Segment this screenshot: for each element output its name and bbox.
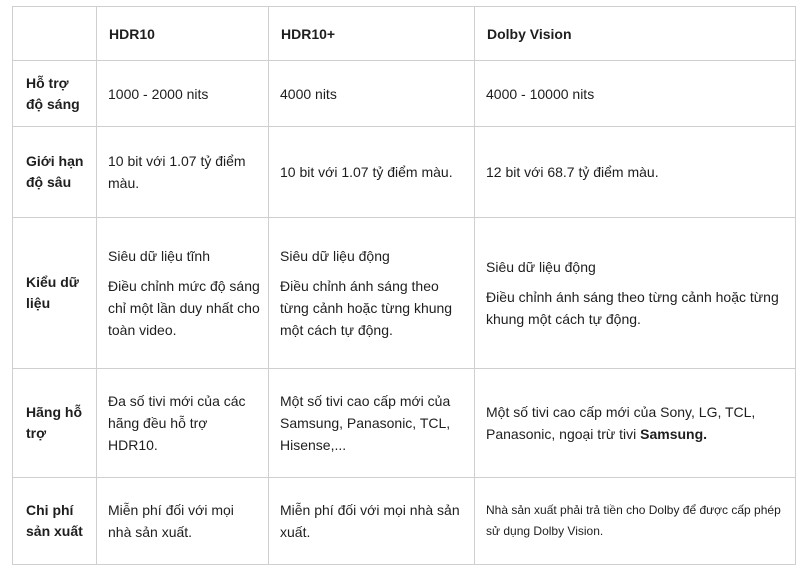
- cell-hdr10-plus-bit-depth: 10 bit với 1.07 tỷ điểm màu.: [269, 127, 475, 218]
- header-dolby-vision: Dolby Vision: [475, 7, 796, 61]
- row-header-supported-brands: Hãng hỗ trợ: [13, 369, 97, 478]
- header-row: [13, 7, 796, 61]
- cell-hdr10-brands: Đa số tivi mới của các hãng đều hỗ trợ HDR10.: [97, 369, 269, 478]
- table-row: [13, 478, 796, 565]
- cell-hdr10-plus-brands: Một số tivi cao cấp mới của Samsung, Panasonic, TCL, Hisense,...: [269, 369, 475, 478]
- cell-hdr10-plus-cost: Miễn phí đối với mọi nhà sản xuất.: [269, 478, 475, 565]
- hdr-comparison-table: [12, 6, 796, 565]
- cell-hdr10-plus-brightness: 4000 nits: [269, 61, 475, 127]
- table-row: [13, 127, 796, 218]
- cell-hdr10-bit-depth: 10 bit với 1.07 tỷ điểm màu.: [97, 127, 269, 218]
- cell-dolby-brightness: 4000 - 10000 nits: [475, 61, 796, 127]
- cell-dolby-bit-depth: 12 bit với 68.7 tỷ điểm màu.: [475, 127, 796, 218]
- cell-hdr10-cost: Miễn phí đối với mọi nhà sản xuất.: [97, 478, 269, 565]
- table-row: [13, 61, 796, 127]
- cell-hdr10-brightness: 1000 - 2000 nits: [97, 61, 269, 127]
- row-header-production-cost: Chi phí sản xuất: [13, 478, 97, 565]
- table-row: [13, 369, 796, 478]
- row-header-bit-depth: Giới hạn độ sâu: [13, 127, 97, 218]
- header-hdr10-plus: HDR10+: [269, 7, 475, 61]
- cell-hdr10-plus-metadata: Siêu dữ liệu động Điều chỉnh ánh sáng theo từng cảnh hoặc từng khung một cách tự động.: [269, 218, 475, 369]
- header-empty-cell: [13, 7, 97, 61]
- row-header-brightness: Hỗ trợ độ sáng: [13, 61, 97, 127]
- cell-hdr10-metadata: Siêu dữ liệu tĩnh Điều chỉnh mức độ sáng chỉ một lần duy nhất cho toàn video.: [97, 218, 269, 369]
- cell-dolby-cost: Nhà sản xuất phải trả tiền cho Dolby để được cấp phép sử dụng Dolby Vision.: [475, 478, 796, 565]
- header-hdr10: HDR10: [97, 7, 269, 61]
- cell-dolby-brands: Một số tivi cao cấp mới của Sony, LG, TCL, Panasonic, ngoại trừ tivi Samsung.: [475, 369, 796, 478]
- table-row: [13, 218, 796, 369]
- bold-brand-samsung: Samsung.: [640, 426, 708, 442]
- row-header-metadata: Kiểu dữ liệu: [13, 218, 97, 369]
- cell-dolby-metadata: Siêu dữ liệu động Điều chỉnh ánh sáng theo từng cảnh hoặc từng khung một cách tự động.: [475, 218, 796, 369]
